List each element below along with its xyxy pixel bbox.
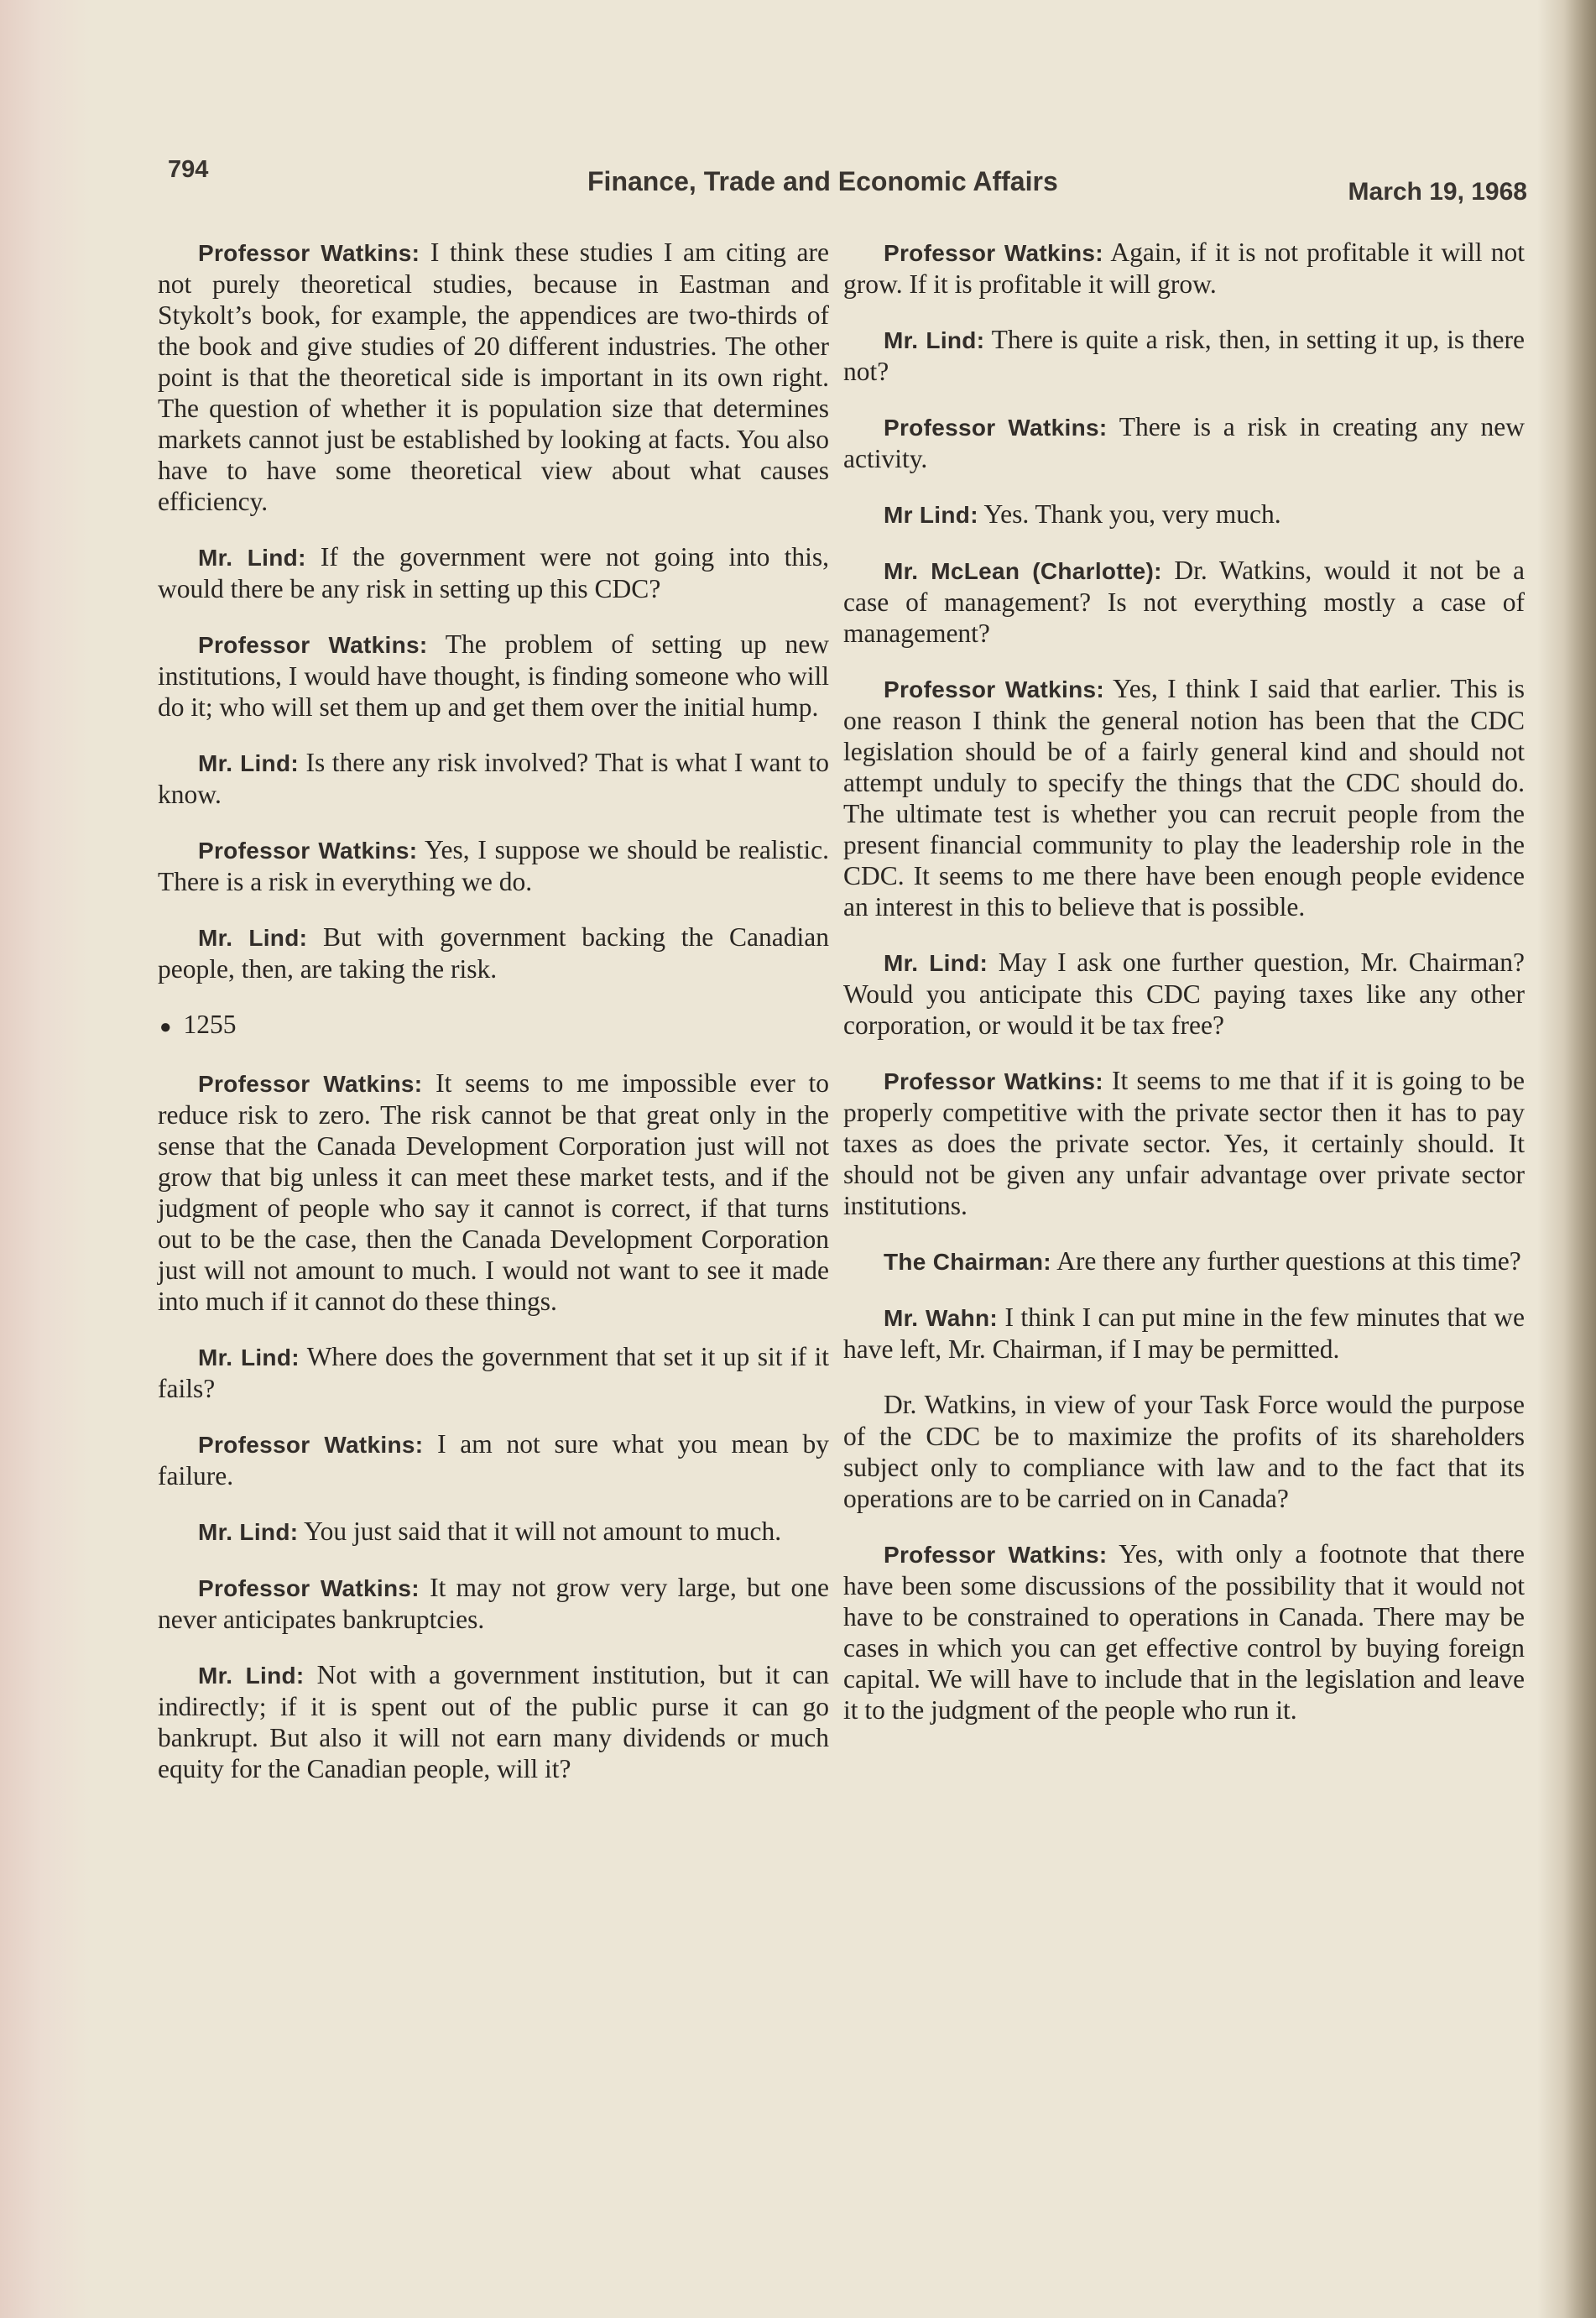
speaker-name: Professor Watkins: xyxy=(884,676,1104,702)
paragraph xyxy=(158,1341,829,1404)
paragraph-text: Yes. Thank you, very much. xyxy=(978,499,1281,529)
paragraph-text: The problem of setting up new institutions, I would have thought, is finding someone who will do it; who will set them up and get them over the initial hump. xyxy=(158,629,829,722)
paragraph-text: Where does the government that set it up sit if it fails? xyxy=(158,1342,829,1403)
speaker-name: Mr. Wahn: xyxy=(884,1305,998,1331)
paragraph xyxy=(158,1572,829,1635)
paragraph-text: May I ask one further question, Mr. Chairman? Would you anticipate this CDC paying taxes like any other corporation, or would it be tax free? xyxy=(843,948,1525,1040)
left-column xyxy=(158,237,829,1809)
speaker-name: Professor Watkins: xyxy=(198,240,420,266)
speaker-name: The Chairman: xyxy=(884,1249,1051,1275)
speaker-name: Mr. Lind: xyxy=(198,1663,305,1689)
paragraph-text: Yes, I suppose we should be realistic. There is a risk in everything we do. xyxy=(158,835,829,896)
speaker-name: Professor Watkins: xyxy=(198,1071,423,1097)
paragraph-text: Dr. Watkins, in view of your Task Force would the purpose of the CDC be to maximize the profits of its shareholders subject only to compliance with law and to the fact that its operations are to be carried on in Canada? xyxy=(843,1390,1525,1513)
paragraph-text: If the government were not going into this, would there be any risk in setting up this CDC? xyxy=(158,542,829,603)
paragraph xyxy=(158,1659,829,1784)
paragraph-text: You just said that it will not amount to much. xyxy=(298,1517,782,1546)
paragraph xyxy=(158,1516,829,1548)
paragraph xyxy=(158,747,829,810)
page-edge-left xyxy=(0,0,92,2318)
paragraph xyxy=(158,1428,829,1491)
paragraph-text: It may not grow very large, but one never anticipates bankruptcies. xyxy=(158,1573,829,1634)
paragraph-text: Not with a government institution, but it can indirectly; if it is spent out of the public purse it can go bankrupt. But also it will not earn many dividends or much equity for the Canadian people, will it? xyxy=(158,1660,829,1783)
paragraph-text: Again, if it is not profitable it will not grow. If it is profitable it will grow. xyxy=(843,238,1525,299)
speaker-name: Mr. Lind: xyxy=(198,925,308,951)
speaker-name: Mr. Lind: xyxy=(198,750,299,776)
page-number: 794 xyxy=(168,156,209,183)
speaker-name: Mr. Lind: xyxy=(884,327,985,353)
paragraph xyxy=(843,673,1525,922)
paragraph xyxy=(158,921,829,984)
paragraph-text: Yes, I think I said that earlier. This is one reason I think the general notion has been that the CDC legislation should be of a fairly general kind and should not attempt unduly to specify the things that the CDC should do. The ultimate test is whether you can recruit people from the present financial community to play the leadership role in the CDC. It seems to me there have been enough people evidence an interest in this to believe that is possible. xyxy=(843,674,1525,921)
time-marker-label: 1255 xyxy=(183,1010,237,1039)
speaker-name: Mr Lind: xyxy=(884,502,978,528)
bullet-icon: ● xyxy=(159,1016,172,1038)
paragraph-text: Are there any further questions at this time? xyxy=(1051,1246,1521,1276)
speaker-name: Mr. Lind: xyxy=(198,1519,299,1545)
speaker-name: Professor Watkins: xyxy=(884,1068,1103,1094)
speaker-name: Professor Watkins: xyxy=(198,1432,424,1458)
paragraph-text: But with government backing the Canadian people, then, are taking the risk. xyxy=(158,922,829,984)
paragraph-text: It seems to me that if it is going to be properly competitive with the private sector then it has to pay taxes as does the private sector. Yes, it certainly should. It should not be given any unfair advantage over private sector institutions. xyxy=(843,1066,1525,1220)
book-spine-shadow xyxy=(1537,0,1596,2318)
paragraph-text: Dr. Watkins, would it not be a case of management? Is not everything mostly a case of management? xyxy=(843,556,1525,648)
speaker-name: Mr. Lind: xyxy=(198,545,306,571)
time-marker xyxy=(158,1009,829,1043)
paragraph xyxy=(843,499,1525,530)
speaker-name: Professor Watkins: xyxy=(198,838,418,864)
paragraph xyxy=(843,237,1525,300)
paragraph xyxy=(158,541,829,604)
paragraph xyxy=(843,1302,1525,1365)
paragraph-text: I think I can put mine in the few minutes that we have left, Mr. Chairman, if I may be permitted. xyxy=(843,1303,1525,1364)
paragraph xyxy=(843,411,1525,474)
paragraph-text: There is a risk in creating any new activity. xyxy=(843,412,1525,473)
right-column xyxy=(843,237,1525,1750)
speaker-name: Mr. McLean (Charlotte): xyxy=(884,558,1162,584)
paragraph-text: I am not sure what you mean by failure. xyxy=(158,1429,829,1491)
speaker-name: Professor Watkins: xyxy=(198,632,428,658)
page-header xyxy=(168,156,1527,206)
speaker-name: Mr. Lind: xyxy=(884,950,988,976)
paragraph xyxy=(843,947,1525,1041)
running-title: Finance, Trade and Economic Affairs xyxy=(587,166,1058,196)
paragraph xyxy=(158,1068,829,1317)
paragraph xyxy=(843,1245,1525,1277)
paragraph xyxy=(843,1389,1525,1514)
speaker-name: Professor Watkins: xyxy=(884,415,1108,441)
speaker-name: Mr. Lind: xyxy=(198,1344,300,1370)
speaker-name: Professor Watkins: xyxy=(884,1542,1108,1568)
speaker-name: Professor Watkins: xyxy=(884,240,1103,266)
paragraph-text: There is quite a risk, then, in setting it up, is there not? xyxy=(843,325,1525,386)
paragraph xyxy=(158,237,829,517)
paragraph xyxy=(843,1065,1525,1221)
paragraph xyxy=(158,629,829,723)
paragraph-text: I think these studies I am citing are not purely theoretical studies, because in Eastman and Stykolt’s book, for example, the appendices are two-thirds of the book and give studies of 20 different industries. The other point is that the theoretical side is important in its own right. The question of whether it is population size that determines markets cannot just be established by looking at facts. You also have to have some theoretical view about what causes efficiency. xyxy=(158,238,829,516)
paragraph xyxy=(843,555,1525,649)
paragraph-text: It seems to me impossible ever to reduce risk to zero. The risk cannot be that great only in the sense that the Canada Development Corporation just will not grow that big unless it can meet these market tests, and if the judgment of people who say it cannot is correct, if that turns out to be the case, then the Canada Development Corporation just will not amount to much. I would not want to see it made into much if it cannot do these things. xyxy=(158,1068,829,1316)
paragraph xyxy=(158,834,829,897)
page-date: March 19, 1968 xyxy=(1348,178,1527,206)
paragraph xyxy=(843,324,1525,387)
paragraph-text: Yes, with only a footnote that there have been some discussions of the possibility that it would not have to be constrained to operations in Canada. There may be cases in which you can get effective control by buying foreign capital. We will have to include that in the legislation and leave it to the judgment of the people who run it. xyxy=(843,1539,1525,1725)
speaker-name: Professor Watkins: xyxy=(198,1575,420,1601)
paragraph-text: Is there any risk involved? That is what I want to know. xyxy=(158,748,829,809)
paragraph xyxy=(843,1538,1525,1725)
